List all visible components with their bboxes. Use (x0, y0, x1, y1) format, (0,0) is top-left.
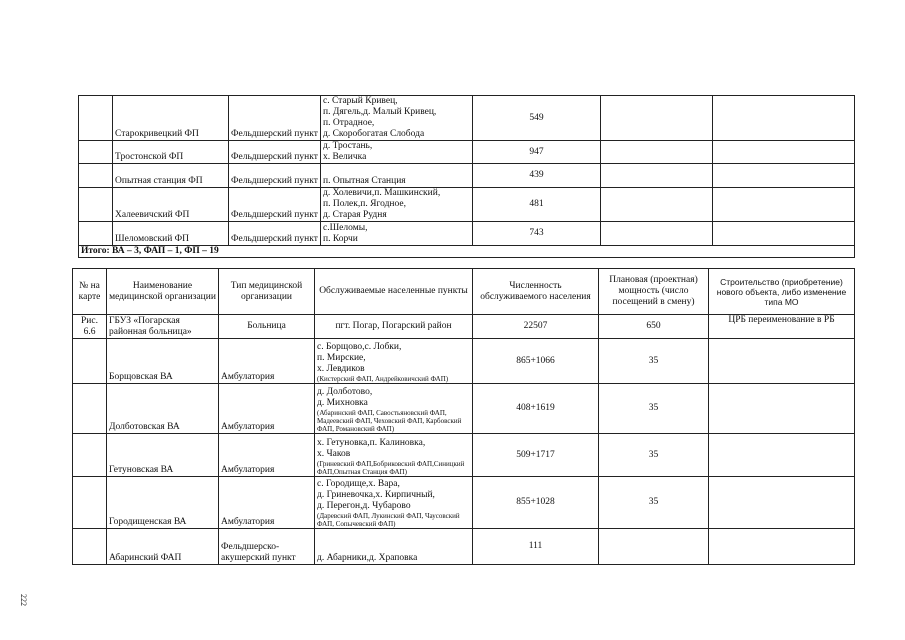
capacity (601, 222, 713, 246)
population: 865+1066 (473, 339, 599, 384)
table-row (79, 164, 855, 188)
total-text: Итого: ВА – 3, ФАП – 1, ФП – 19 (79, 246, 855, 258)
point-line: п. Опытная Станция (323, 176, 406, 186)
org-name: Опытная станция ФП (113, 164, 229, 188)
point-line: п. Дягель,д. Малый Кривец, (323, 107, 437, 117)
point-line: х. Гетуновка,п. Калиновка, (317, 438, 426, 448)
point-line: д. Скоробогатая Слобода (323, 129, 425, 139)
point-line: д. Перегон,д. Чубарово (317, 501, 411, 511)
table-row (73, 434, 855, 477)
capacity (601, 141, 713, 164)
construction (709, 384, 855, 434)
row-num (79, 96, 113, 141)
point-line: д. Тростань, (323, 141, 373, 151)
point-line: д. Холевичи,п. Машкинский, (323, 188, 441, 198)
population: 743 (473, 222, 601, 246)
org-name: Тростонской ФП (113, 141, 229, 164)
header-points: Обслуживаемые населенные пункты (315, 269, 473, 315)
affiliated-faps: (Даревский ФАП, Лукинский ФАП, Чаусовский ФАП, Сопычевский ФАП) (317, 512, 460, 528)
population: 111 (473, 529, 599, 565)
capacity (601, 164, 713, 188)
point-line: п. Полек,п. Ягодное, (323, 199, 406, 209)
served-points (321, 188, 473, 222)
population: 549 (473, 96, 601, 141)
header-row (73, 269, 855, 315)
population: 408+1619 (473, 384, 599, 434)
row-num (79, 141, 113, 164)
served-points (321, 141, 473, 164)
org-type: Амбулатория (219, 384, 315, 434)
org-name: Городищенская ВА (107, 477, 219, 529)
table-row (73, 384, 855, 434)
row-num (73, 477, 107, 529)
construction (713, 222, 855, 246)
org-name: Борщовская ВА (107, 339, 219, 384)
served-points (315, 339, 473, 384)
capacity (599, 529, 709, 565)
construction (709, 434, 855, 477)
settlements-table-continued (78, 95, 855, 258)
point-line: п. Отрадное, (323, 118, 375, 128)
affiliated-faps: (Гриневский ФАП,Бобриковский ФАП,Синицкий ФАП,Опытная Станция ФАП) (317, 460, 465, 476)
org-name: Долботовская ВА (107, 384, 219, 434)
page-number: 222 (19, 594, 28, 606)
row-num (73, 339, 107, 384)
table-row (73, 529, 855, 565)
point-line: д. Старая Рудня (323, 210, 387, 220)
construction (709, 339, 855, 384)
header-type: Тип медицинской организации (219, 269, 315, 315)
table-row (79, 96, 855, 141)
population: 947 (473, 141, 601, 164)
header-population: Численность обслуживаемого населения (473, 269, 599, 315)
org-type: Амбулатория (219, 339, 315, 384)
org-name: Абаринский ФАП (107, 529, 219, 565)
row-num (73, 384, 107, 434)
capacity (601, 188, 713, 222)
construction: ЦРБ переименование в РБ (709, 315, 855, 339)
population: 481 (473, 188, 601, 222)
table-row (73, 339, 855, 384)
construction (713, 164, 855, 188)
served-points (321, 222, 473, 246)
row-num (79, 164, 113, 188)
org-type: Фельдшерский пункт (229, 164, 321, 188)
point-line: с. Борщово,с. Лобки, (317, 342, 402, 352)
point-line: д. Абарники,д. Храповка (317, 553, 418, 563)
org-type: Фельдшерский пункт (229, 222, 321, 246)
header-num: № на карте (73, 269, 107, 315)
medical-organizations-table (72, 268, 855, 565)
header-capacity: Плановая (проектная) мощность (число посещений в смену) (599, 269, 709, 315)
served-points (321, 96, 473, 141)
construction (713, 188, 855, 222)
org-type: Фельдшерско-акушерский пункт (219, 529, 315, 565)
construction (713, 96, 855, 141)
point-line: д. Михновка (317, 398, 368, 408)
point-line: д. Гриневочка,х. Кирпичный, (317, 490, 435, 500)
served-points (315, 315, 473, 339)
point-line: д. Долботово, (317, 387, 373, 397)
org-name: Старокривецкий ФП (113, 96, 229, 141)
header-name: Наименование медицинской организации (107, 269, 219, 315)
served-points (321, 164, 473, 188)
org-type: Фельдшерский пункт (229, 188, 321, 222)
point-line: п. Корчи (323, 234, 358, 244)
org-type: Фельдшерский пункт (229, 96, 321, 141)
total-row (79, 246, 855, 258)
population: 22507 (473, 315, 599, 339)
org-name: Гетуновская ВА (107, 434, 219, 477)
row-num: Рис. 6.6 (73, 315, 107, 339)
org-name: ГБУЗ «Погарская районная больница» (107, 315, 219, 339)
table-row (73, 477, 855, 529)
served-points (315, 384, 473, 434)
point-line: с. Городище,х. Вара, (317, 479, 400, 489)
point-line: х. Чаков (317, 449, 351, 459)
capacity: 35 (599, 477, 709, 529)
row-num (73, 434, 107, 477)
construction (709, 529, 855, 565)
construction (713, 141, 855, 164)
row-num (73, 529, 107, 565)
org-type: Амбулатория (219, 477, 315, 529)
row-num (79, 188, 113, 222)
capacity: 650 (599, 315, 709, 339)
capacity: 35 (599, 384, 709, 434)
affiliated-faps: (Абаринский ФАП, Савостьяновский ФАП, Мадеевский ФАП, Чеховский ФАП, Карбовский ФАП, Романовский ФАП) (317, 409, 462, 433)
table-row (79, 141, 855, 164)
affiliated-faps: (Кистерский ФАП, Андрейковичский ФАП) (317, 375, 449, 383)
capacity: 35 (599, 339, 709, 384)
population: 439 (473, 164, 601, 188)
point-line: х. Величка (323, 152, 367, 162)
served-points (315, 434, 473, 477)
table-row (73, 315, 855, 339)
point-line: п. Мирские, (317, 353, 366, 363)
org-type: Фельдшерский пункт (229, 141, 321, 164)
point-line: пгт. Погар, Погарский район (335, 321, 452, 331)
table-row (79, 188, 855, 222)
org-name: Шеломовский ФП (113, 222, 229, 246)
capacity: 35 (599, 434, 709, 477)
construction (709, 477, 855, 529)
org-type: Амбулатория (219, 434, 315, 477)
point-line: с.Шеломы, (323, 223, 368, 233)
served-points (315, 477, 473, 529)
capacity (601, 96, 713, 141)
point-line: х. Левдиков (317, 364, 365, 374)
population: 509+1717 (473, 434, 599, 477)
org-type: Больница (219, 315, 315, 339)
point-line: с. Старый Кривец, (323, 96, 398, 106)
org-name: Халеевичский ФП (113, 188, 229, 222)
header-construction: Строительство (приобретение) нового объекта, либо изменение типа МО (709, 269, 855, 315)
population: 855+1028 (473, 477, 599, 529)
served-points (315, 529, 473, 565)
row-num (79, 222, 113, 246)
table-row (79, 222, 855, 246)
